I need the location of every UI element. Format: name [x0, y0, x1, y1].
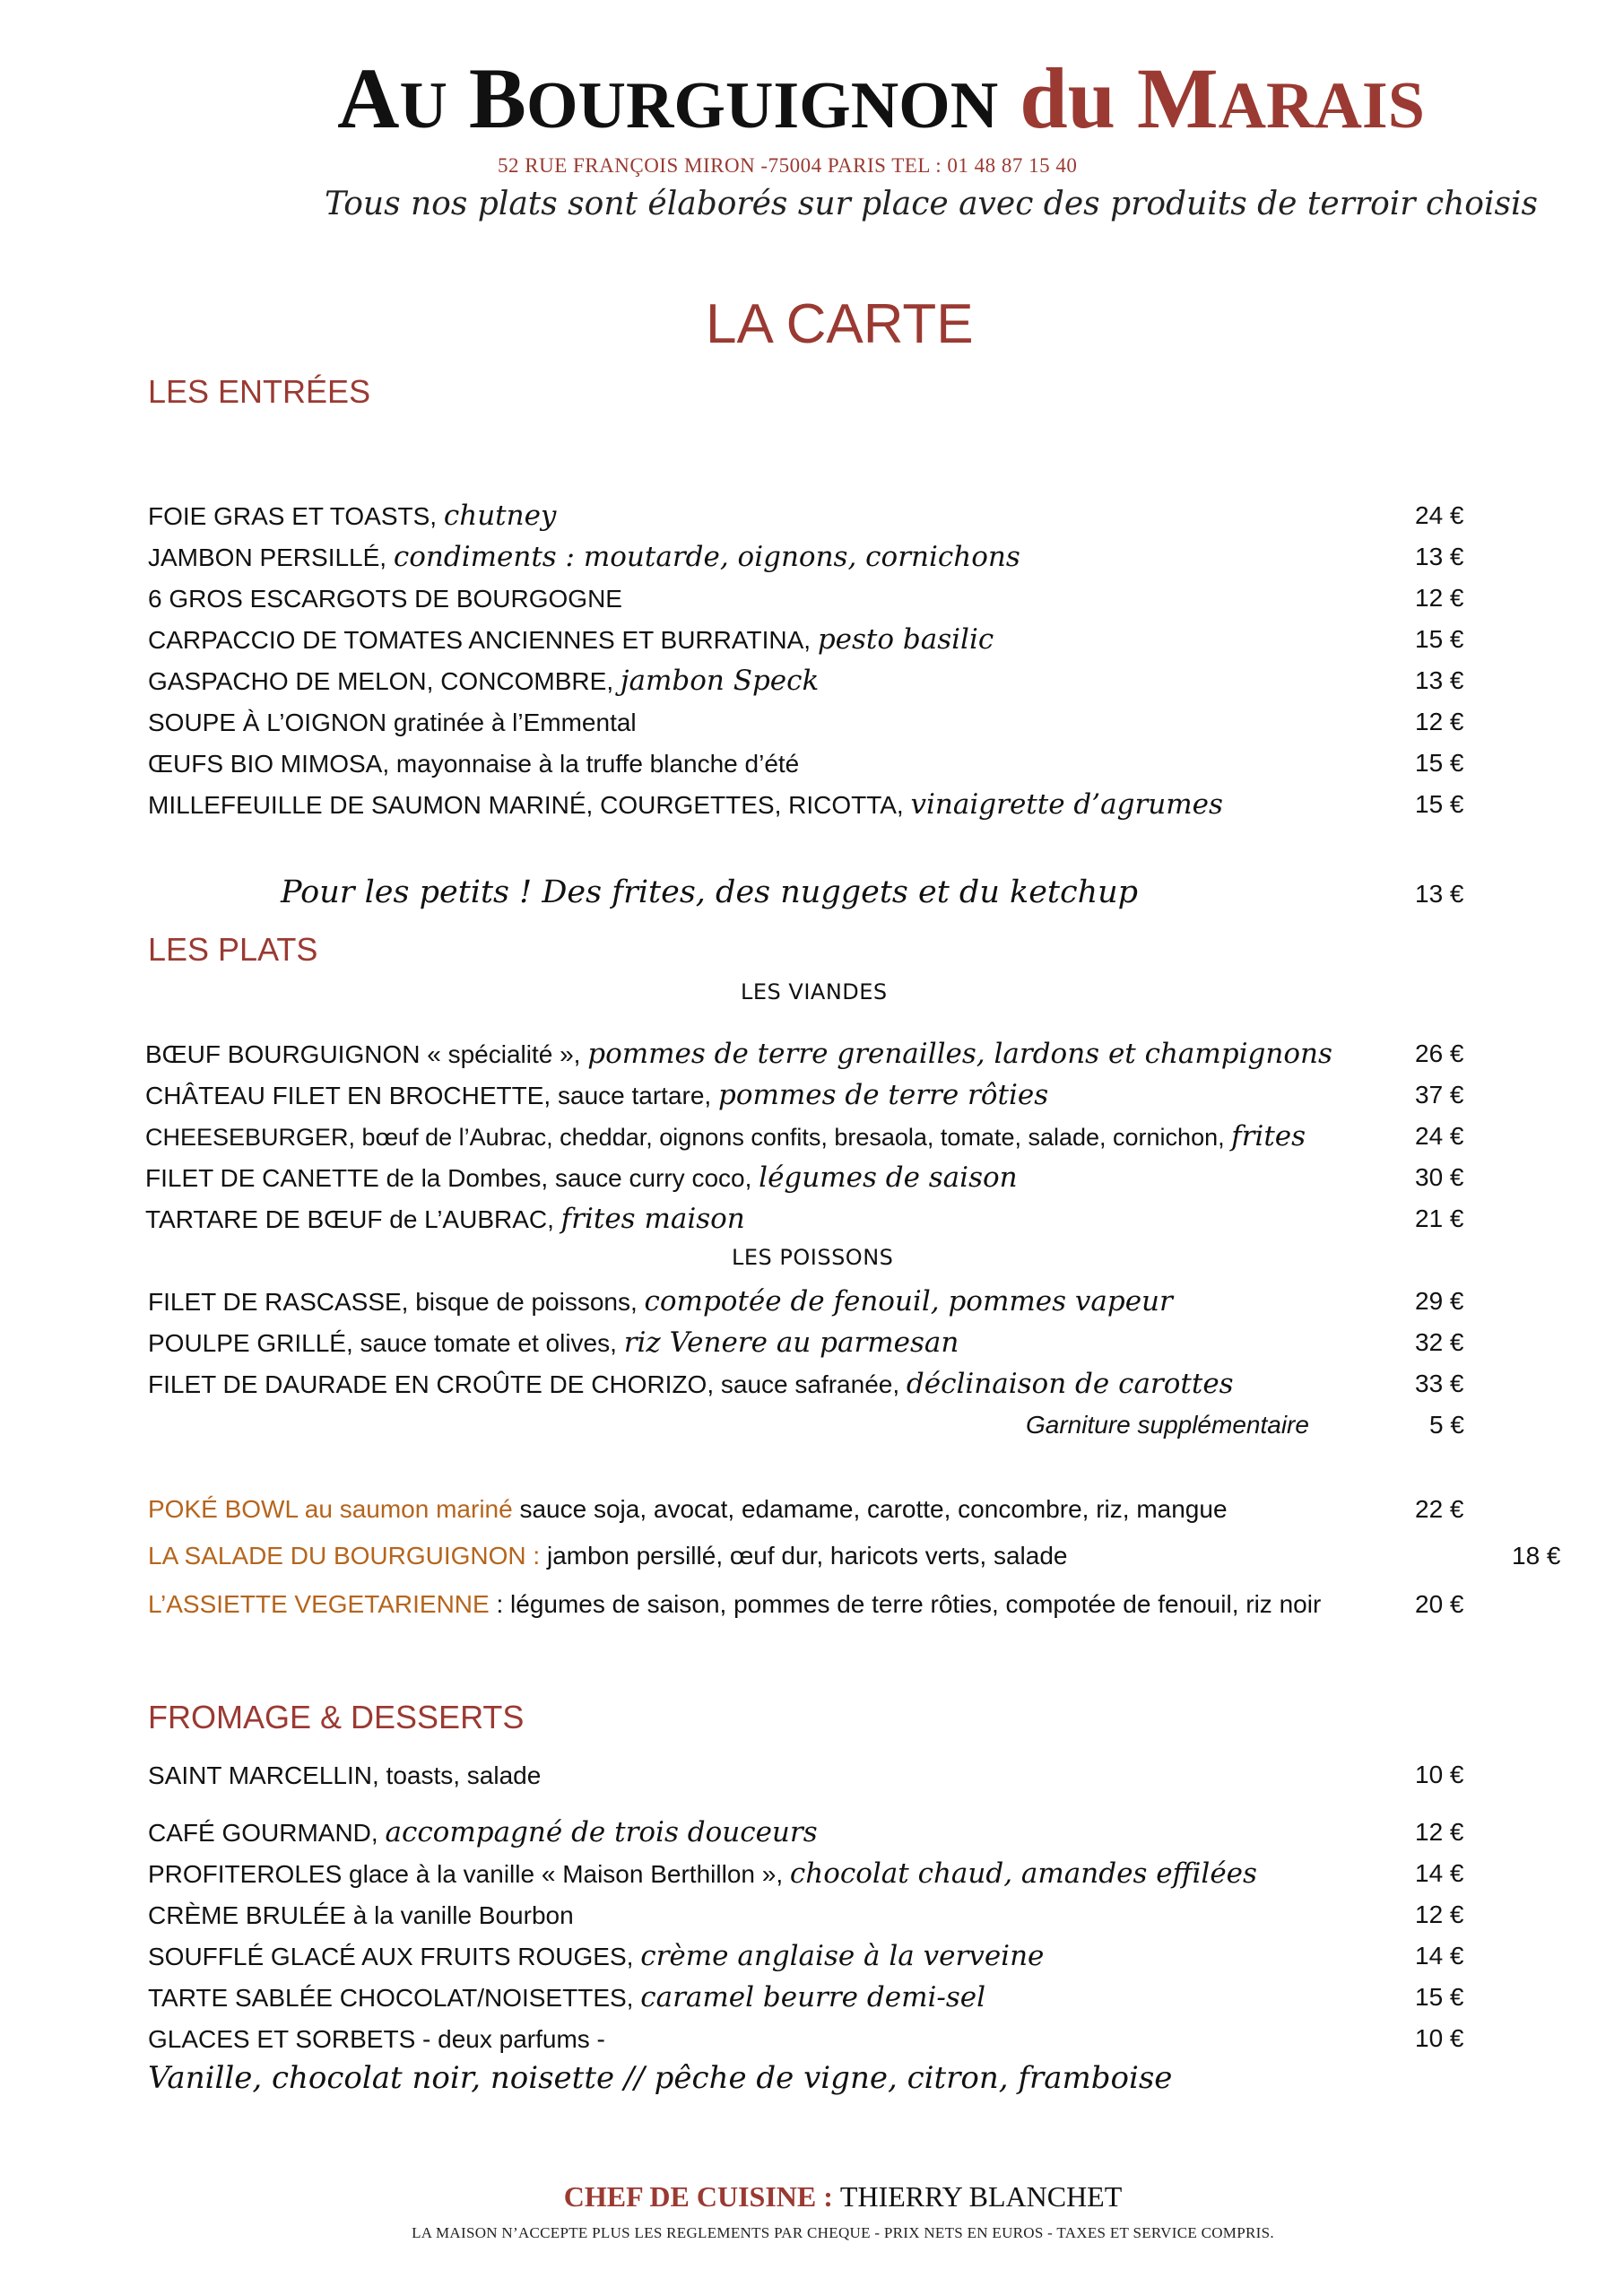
menu-item-price: 15 €: [1415, 790, 1464, 818]
menu-item-price: 24 €: [1415, 1122, 1464, 1150]
menu-item: CHÂTEAU FILET EN BROCHETTE, sauce tartare, pommes de terre rôties: [145, 1079, 1049, 1111]
menu-item-price: 15 €: [1415, 749, 1464, 777]
menu-item-price: 15 €: [1415, 625, 1464, 653]
menu-item: PROFITEROLES glace à la vanille « Maison Berthillon », chocolat chaud, amandes effilées: [148, 1857, 1257, 1890]
menu-item-price: 12 €: [1415, 1900, 1464, 1928]
menu-item: JAMBON PERSILLÉ, condiments : moutarde, oignons, cornichons: [148, 541, 1020, 573]
page-title: LA CARTE: [706, 293, 974, 355]
menu-item: POULPE GRILLÉ, sauce tomate et olives, riz Venere au parmesan: [148, 1326, 959, 1359]
garniture-price: 5 €: [1429, 1411, 1464, 1439]
section-heading-desserts: FROMAGE & DESSERTS: [148, 1699, 525, 1735]
restaurant-name: AU BOURGUIGNON du MARAIS: [337, 50, 1425, 146]
kids-menu-item: Pour les petits ! Des frites, des nuggets et du ketchup: [281, 874, 1139, 910]
menu-item-price: 13 €: [1415, 880, 1464, 908]
special-item-salade: LA SALADE DU BOURGUIGNON : jambon persillé, œuf dur, haricots verts, salade: [148, 1542, 1068, 1570]
chef-credit: CHEF DE CUISINE : THIERRY BLANCHET: [563, 2180, 1123, 2213]
menu-item: FILET DE DAURADE EN CROÛTE DE CHORIZO, sauce safranée, déclinaison de carottes: [148, 1368, 1234, 1400]
menu-item-price: 12 €: [1415, 708, 1464, 735]
menu-item-price: 13 €: [1415, 666, 1464, 694]
section-heading-entrees: LES ENTRÉES: [148, 373, 371, 410]
menu-item: FILET DE CANETTE de la Dombes, sauce curry coco, légumes de saison: [145, 1161, 1018, 1194]
menu-item-price: 37 €: [1415, 1081, 1464, 1109]
menu-item: CARPACCIO DE TOMATES ANCIENNES ET BURRATINA, pesto basilic: [148, 623, 994, 656]
menu-item: CRÈME BRULÉE à la vanille Bourbon: [148, 1901, 574, 1929]
menu-item-price: 12 €: [1415, 1818, 1464, 1846]
menu-item-price: 22 €: [1415, 1495, 1464, 1523]
menu-item: FILET DE RASCASSE, bisque de poissons, compotée de fenouil, pommes vapeur: [148, 1285, 1173, 1318]
menu-item-price: 26 €: [1415, 1039, 1464, 1067]
menu-item-price: 14 €: [1415, 1942, 1464, 1970]
menu-item: SAINT MARCELLIN, toasts, salade: [148, 1761, 542, 1789]
subheading-poissons: LES POISSONS: [732, 1245, 894, 1270]
menu-item-price: 15 €: [1415, 1983, 1464, 2011]
menu-item: 6 GROS ESCARGOTS DE BOURGOGNE: [148, 585, 622, 613]
menu-item-price: 10 €: [1415, 2024, 1464, 2052]
menu-item: GLACES ET SORBETS - deux parfums -: [148, 2025, 605, 2053]
menu-item-price: 30 €: [1415, 1163, 1464, 1191]
menu-item: MILLEFEUILLE DE SAUMON MARINÉ, COURGETTES, RICOTTA, vinaigrette d’agrumes: [148, 788, 1223, 821]
menu-item: ŒUFS BIO MIMOSA, mayonnaise à la truffe blanche d’été: [148, 750, 800, 778]
menu-item-price: 33 €: [1415, 1370, 1464, 1397]
menu-item-price: 10 €: [1415, 1761, 1464, 1788]
menu-item: GASPACHO DE MELON, CONCOMBRE, jambon Speck: [148, 665, 820, 697]
tagline: Tous nos plats sont élaborés sur place avec des produits de terroir choisis: [325, 186, 1538, 222]
menu-item: SOUFFLÉ GLACÉ AUX FRUITS ROUGES, crème anglaise à la verveine: [148, 1940, 1045, 1972]
menu-item: TARTE SABLÉE CHOCOLAT/NOISETTES, caramel beurre demi-sel: [148, 1981, 986, 2013]
menu-item: CAFÉ GOURMAND, accompagné de trois douceurs: [148, 1816, 818, 1848]
subheading-viandes: LES VIANDES: [741, 979, 888, 1004]
menu-item: BŒUF BOURGUIGNON « spécialité », pommes de terre grenailles, lardons et champignons: [145, 1038, 1332, 1070]
ice-cream-flavors: Vanille, chocolat noir, noisette // pêche de vigne, citron, framboise: [148, 2060, 1173, 2096]
menu-item: CHEESEBURGER, bœuf de l’Aubrac, cheddar, oignons confits, bresaola, tomate, salade, cornichon, frites: [145, 1120, 1306, 1152]
restaurant-address: 52 RUE FRANÇOIS MIRON -75004 PARIS TEL : 01 48 87 15 40: [498, 154, 1078, 177]
menu-item: SOUPE À L’OIGNON gratinée à l’Emmental: [148, 709, 637, 736]
menu-item-price: 29 €: [1415, 1287, 1464, 1315]
garniture-label: Garniture supplémentaire: [1026, 1411, 1309, 1439]
menu-item: TARTARE DE BŒUF de L’AUBRAC, frites maison: [145, 1203, 745, 1235]
menu-item-price: 13 €: [1415, 543, 1464, 570]
menu-item-price: 21 €: [1415, 1205, 1464, 1232]
menu-item-price: 20 €: [1415, 1590, 1464, 1618]
menu-item-price: 32 €: [1415, 1328, 1464, 1356]
menu-item-price: 12 €: [1415, 584, 1464, 612]
menu-item-price: 18 €: [1512, 1542, 1561, 1570]
menu-item-price: 24 €: [1415, 501, 1464, 529]
special-item-assiette-vegetarienne: L’ASSIETTE VEGETARIENNE : légumes de saison, pommes de terre rôties, compotée de fenouil, riz noir: [148, 1590, 1322, 1618]
section-heading-plats: LES PLATS: [148, 931, 318, 968]
payment-note: LA MAISON N’ACCEPTE PLUS LES REGLEMENTS PAR CHEQUE - PRIX NETS EN EUROS - TAXES ET SERVICE COMPRIS.: [412, 2224, 1274, 2241]
menu-item-price: 14 €: [1415, 1859, 1464, 1887]
special-item-poke-bowl: POKÉ BOWL au saumon mariné sauce soja, avocat, edamame, carotte, concombre, riz, mangue: [148, 1495, 1228, 1523]
menu-item: FOIE GRAS ET TOASTS, chutney: [148, 500, 557, 532]
